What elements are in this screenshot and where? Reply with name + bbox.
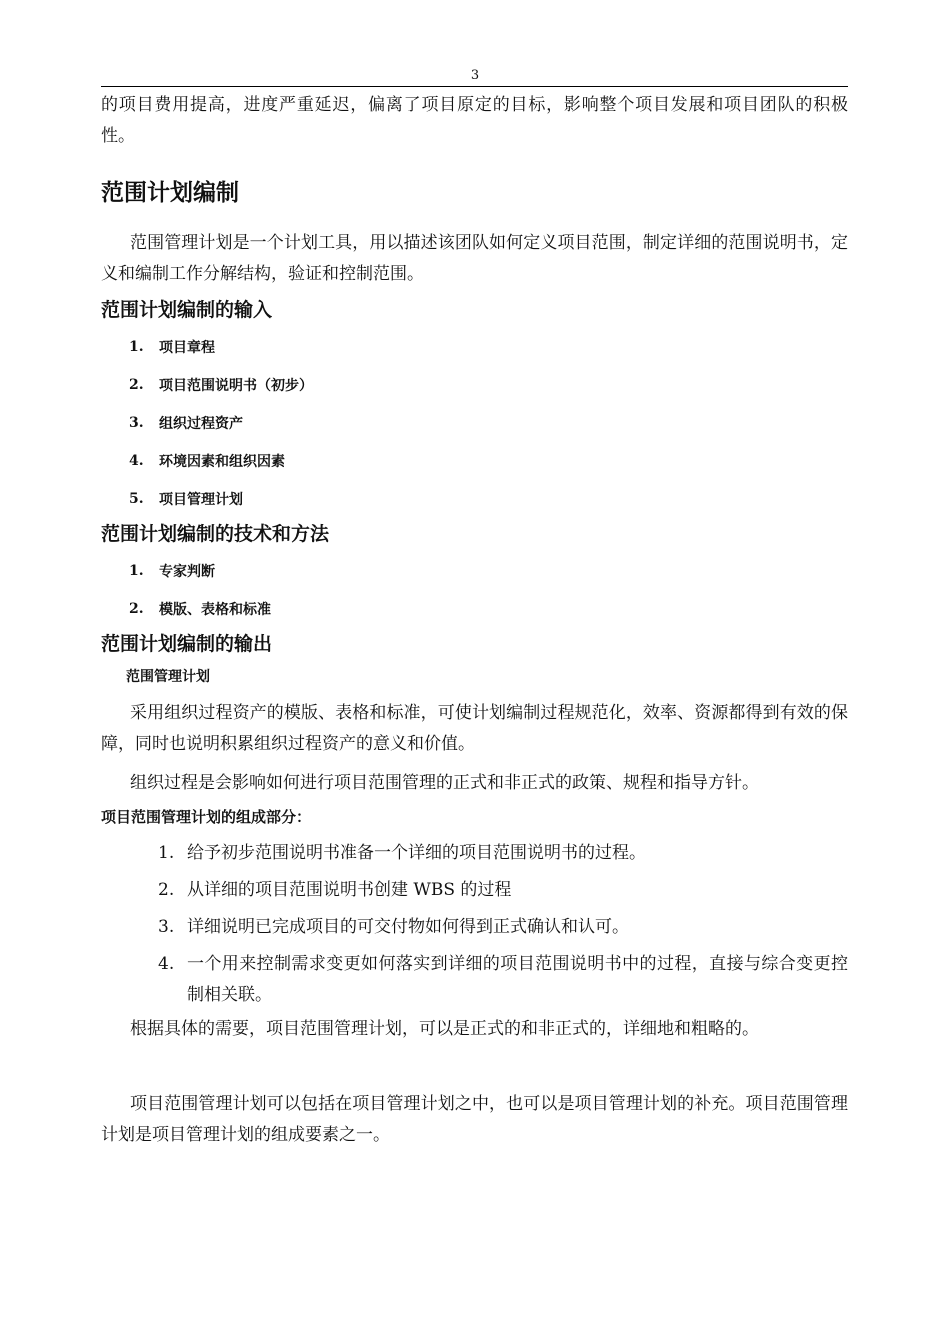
list-item: 3. 详细说明已完成项目的可交付物如何得到正式确认和认可。 xyxy=(158,917,629,937)
outputs-paragraph-2: 组织过程是会影响如何进行项目范围管理的正式和非正式的政策、规程和指导方针。 xyxy=(130,773,759,793)
list-item: 2. 项目范围说明书（初步） xyxy=(129,377,313,394)
section-paragraph: 范围管理计划是一个计划工具，用以描述该团队如何定义项目范围，制定详细的范围说明书，定义和编制工作分解结构，验证和控制范围。 xyxy=(101,233,848,284)
intro-paragraph: 的项目费用提高，进度严重延迟，偏离了项目原定的目标，影响整个项目发展和项目团队的积极性。 xyxy=(101,95,848,146)
document-body xyxy=(101,88,848,1151)
list-item: 1. 项目章程 xyxy=(129,339,215,356)
outputs-heading: 范围计划编制的输出 xyxy=(101,633,273,655)
components-list xyxy=(101,835,848,1014)
list-item: 2. 模版、表格和标准 xyxy=(129,601,271,618)
list-item: 2. 从详细的项目范围说明书创建 WBS 的过程 xyxy=(158,880,512,900)
list-item: 1. 给予初步范围说明书准备一个详细的项目范围说明书的过程。 xyxy=(158,843,646,863)
section-title: 范围计划编制 xyxy=(101,180,239,206)
inputs-list xyxy=(101,328,848,518)
closing-paragraph-2: 项目范围管理计划可以包括在项目管理计划之中，也可以是项目管理计划的补充。项目范围管理计划是项目管理计划的组成要素之一。 xyxy=(101,1094,848,1145)
list-item: 3. 组织过程资产 xyxy=(129,415,243,432)
list-item: 5. 项目管理计划 xyxy=(129,491,243,508)
techniques-heading: 范围计划编制的技术和方法 xyxy=(101,523,330,545)
outputs-subheading: 范围管理计划 xyxy=(126,669,210,685)
components-heading: 项目范围管理计划的组成部分： xyxy=(101,808,312,826)
techniques-list xyxy=(101,552,848,628)
outputs-paragraph-1: 采用组织过程资产的模版、表格和标准，可使计划编制过程规范化，效率、资源都得到有效的保障，同时也说明积累组织过程资产的意义和价值。 xyxy=(101,703,848,754)
list-item: 1. 专家判断 xyxy=(129,563,215,580)
header-rule xyxy=(101,86,848,87)
closing-paragraph-1: 根据具体的需要，项目范围管理计划，可以是正式的和非正式的，详细地和粗略的。 xyxy=(130,1019,759,1039)
inputs-heading: 范围计划编制的输入 xyxy=(101,299,273,321)
list-item: 4. 一个用来控制需求变更如何落实到详细的项目范围说明书中的过程，直接与综合变更控制相关联。 xyxy=(158,954,848,1005)
page-number: 3 xyxy=(470,68,480,83)
list-item: 4. 环境因素和组织因素 xyxy=(129,453,285,470)
